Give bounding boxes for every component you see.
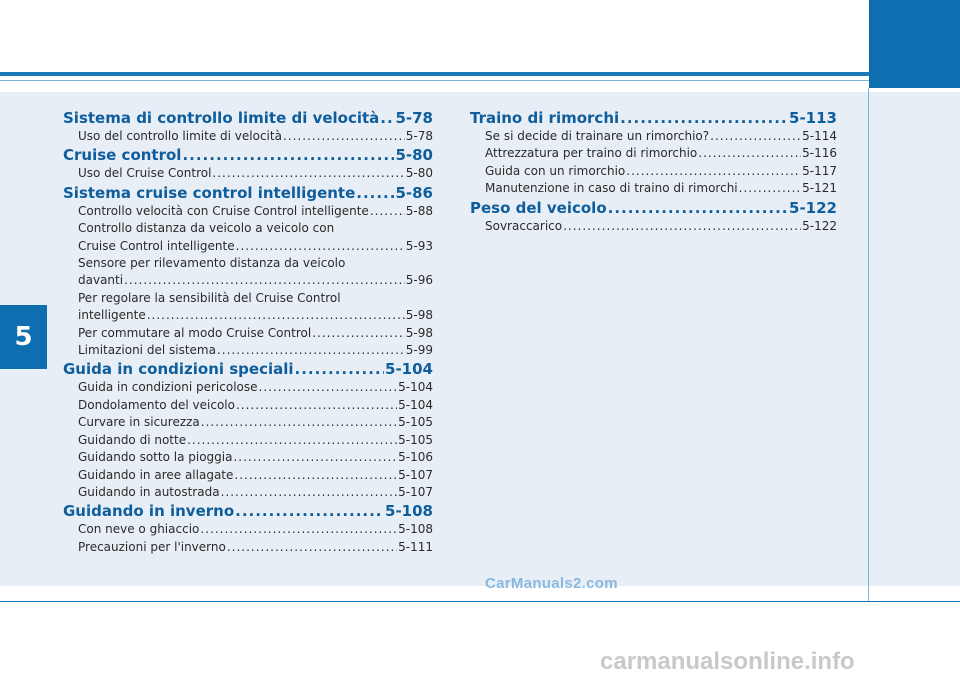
- toc-section[interactable]: Peso del veicolo ..... 5-122: [470, 199, 837, 218]
- chapter-tab[interactable]: 5: [0, 305, 47, 369]
- toc-entry[interactable]: Limitazioni del sistema ..... 5-99: [63, 342, 433, 359]
- toc-entry[interactable]: Guidando sotto la pioggia ..... 5-106: [63, 449, 433, 466]
- toc-entry[interactable]: Uso del controllo limite di velocità ..... 5-78: [63, 128, 433, 145]
- toc-section[interactable]: Cruise control ..... 5-80: [63, 146, 433, 165]
- toc-entry[interactable]: Guida con un rimorchio ..... 5-117: [470, 163, 837, 180]
- toc-left-column: [63, 108, 433, 556]
- toc-section[interactable]: Guidando in inverno ..... 5-108: [63, 502, 433, 521]
- toc-entry[interactable]: Controllo velocità con Cruise Control intelligente ..... 5-88: [63, 203, 433, 220]
- side-panel: [869, 92, 960, 586]
- header-thin-rule: [0, 80, 869, 81]
- chapter-header-block: [869, 0, 960, 88]
- toc-entry[interactable]: davanti ..... 5-96: [63, 272, 433, 289]
- toc-entry[interactable]: Uso del Cruise Control ..... 5-80: [63, 165, 433, 182]
- toc-entry[interactable]: Manutenzione in caso di traino di rimorchi ..... 5-121: [470, 180, 837, 197]
- header-rule: [0, 72, 869, 76]
- toc-section[interactable]: Sistema di controllo limite di velocità ..... 5-78: [63, 109, 433, 128]
- footer-rule: [0, 601, 960, 602]
- toc-entry[interactable]: Se si decide di trainare un rimorchio? ..... 5-114: [470, 128, 837, 145]
- toc-entry[interactable]: Cruise Control intelligente ..... 5-93: [63, 238, 433, 255]
- toc-entry[interactable]: Guidando di notte ..... 5-105: [63, 432, 433, 449]
- toc-section[interactable]: Sistema cruise control intelligente ..... 5-86: [63, 184, 433, 203]
- watermark-logo: CarManuals2.com: [485, 575, 618, 592]
- toc-entry-line[interactable]: Controllo distanza da veicolo a veicolo con: [78, 221, 335, 236]
- toc-entry[interactable]: Guida in condizioni pericolose ..... 5-104: [63, 379, 433, 396]
- side-divider: [868, 88, 869, 602]
- toc-entry[interactable]: Precauzioni per l'inverno ..... 5-111: [63, 539, 433, 556]
- toc-entry-line[interactable]: Per regolare la sensibilità del Cruise Control: [78, 290, 341, 305]
- footer-watermark: carmanualsonline.info: [600, 648, 855, 675]
- toc-section[interactable]: Guida in condizioni speciali ..... 5-104: [63, 360, 433, 379]
- toc-right-column: [470, 108, 837, 235]
- toc-entry[interactable]: Curvare in sicurezza ..... 5-105: [63, 414, 433, 431]
- toc-entry[interactable]: Per commutare al modo Cruise Control ..... 5-98: [63, 325, 433, 342]
- toc-entry-line[interactable]: Sensore per rilevamento distanza da veicolo: [78, 256, 346, 271]
- toc-entry[interactable]: Sovraccarico ..... 5-122: [470, 218, 837, 235]
- toc-entry[interactable]: Attrezzatura per traino di rimorchio ..... 5-116: [470, 145, 837, 162]
- toc-entry[interactable]: Con neve o ghiaccio ..... 5-108: [63, 521, 433, 538]
- toc-entry[interactable]: Guidando in autostrada ..... 5-107: [63, 484, 433, 501]
- toc-entry[interactable]: intelligente ..... 5-98: [63, 307, 433, 324]
- toc-section[interactable]: Traino di rimorchi ..... 5-113: [470, 109, 837, 128]
- toc-entry[interactable]: Guidando in aree allagate ..... 5-107: [63, 467, 433, 484]
- toc-entry[interactable]: Dondolamento del veicolo ..... 5-104: [63, 397, 433, 414]
